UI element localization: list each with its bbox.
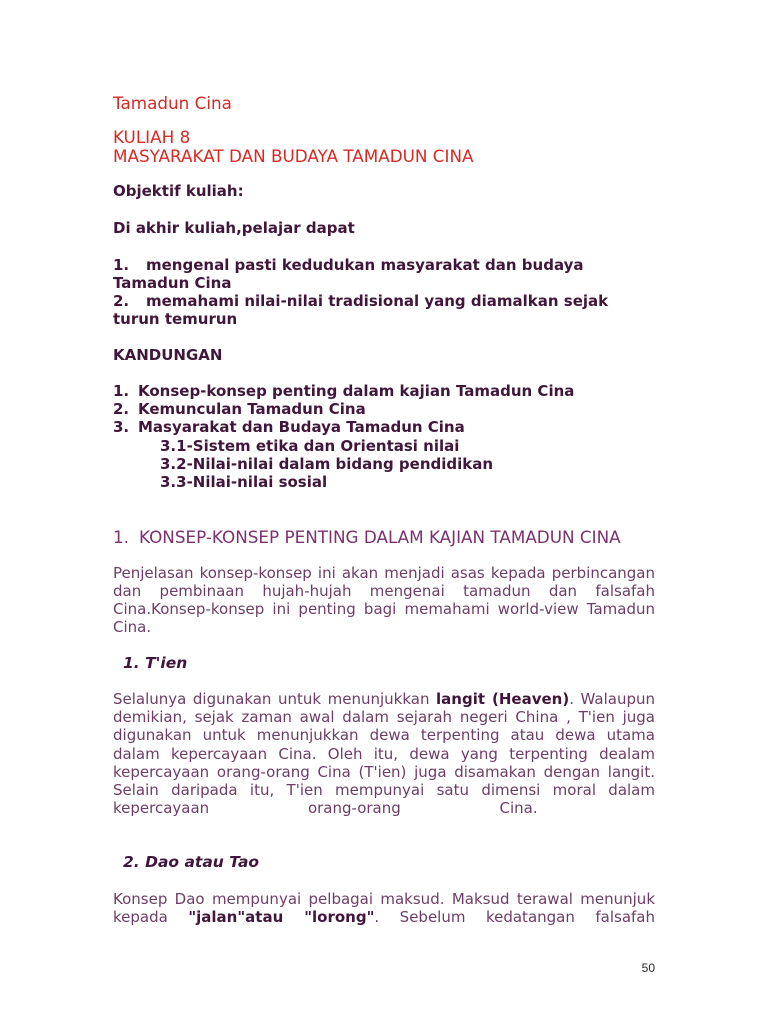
concept-number: 2. <box>123 853 140 871</box>
contents-item <box>113 382 655 400</box>
concept-title: Dao atau Tao <box>145 853 260 871</box>
page-number: 50 <box>641 961 655 975</box>
paragraph-line: kepercayaan orang-orang Cina. <box>113 799 538 818</box>
objective-line <box>113 256 655 274</box>
emphasis-text: "jalan"atau "lorong" <box>188 908 375 926</box>
concept-paragraph <box>113 890 655 926</box>
paragraph-line <box>113 690 655 708</box>
contents-subitem: 3.3-Nilai-nilai sosial <box>160 473 328 492</box>
section-intro-paragraph <box>113 564 655 636</box>
contents-item <box>113 418 655 436</box>
contents-text: Kemunculan Tamadun Cina <box>138 400 366 419</box>
lecture-title: MASYARAKAT DAN BUDAYA TAMADUN CINA <box>113 146 474 166</box>
paragraph-line: Konsep Dao mempunyai pelbagai maksud. Maksud terawal menunjuk <box>113 890 655 908</box>
contents-number: 3. <box>113 418 130 437</box>
objective-number: 2. <box>113 292 130 310</box>
objective-text: mengenal pasti kedudukan masyarakat dan budaya <box>146 256 584 274</box>
contents-number: 1. <box>113 382 130 400</box>
course-title: Tamadun Cina <box>113 93 232 113</box>
contents-item <box>113 400 655 418</box>
paragraph-line: Penjelasan konsep-konsep ini akan menjadi asas kepada perbincangan <box>113 564 655 582</box>
concept-number: 1. <box>123 654 140 672</box>
concept-paragraph <box>113 690 655 817</box>
contents-number: 2. <box>113 400 130 419</box>
concept-heading <box>123 853 665 871</box>
paragraph-text: Selalunya digunakan untuk menunjukkan <box>113 690 437 708</box>
objectives-intro: Di akhir kuliah,pelajar dapat <box>113 219 355 237</box>
objective-item <box>113 292 655 328</box>
contents-subitem: 3.2-Nilai-nilai dalam bidang pendidikan <box>160 454 494 473</box>
objective-line: Tamadun Cina <box>113 274 232 292</box>
concept-title: T'ien <box>145 654 188 672</box>
concept-heading <box>123 654 665 672</box>
emphasis-text: langit (Heaven) <box>436 690 570 708</box>
contents-subitem: 3.1-Sistem etika dan Orientasi nilai <box>160 436 460 455</box>
paragraph-line: Cina.Konsep-konsep ini penting bagi memahami world-view Tamadun <box>113 600 655 618</box>
objectives-list <box>113 256 655 328</box>
contents-list <box>113 382 655 491</box>
contents-text: Konsep-konsep penting dalam kajian Tamadun Cina <box>138 382 575 400</box>
paragraph-line: Selain daripada itu, T'ien mempunyai satu dimensi moral dalam <box>113 781 655 800</box>
lecture-number: KULIAH 8 <box>113 127 191 147</box>
contents-heading: KANDUNGAN <box>113 346 223 364</box>
paragraph-text: kepada <box>113 908 189 926</box>
paragraph-line: digunakan untuk menunjukkan dewa terpenting atau dewa utama <box>113 726 655 745</box>
paragraph-line: Cina. <box>113 618 152 636</box>
paragraph-line <box>113 908 655 926</box>
objectives-heading: Objektif kuliah: <box>113 182 244 200</box>
paragraph-line: dan pembinaan hujah-hujah mengenai tamadun dan falsafah <box>113 582 655 600</box>
objective-line <box>113 292 655 310</box>
objective-line: turun temurun <box>113 310 238 328</box>
contents-text: Masyarakat dan Budaya Tamadun Cina <box>138 418 465 437</box>
objective-item <box>113 256 655 292</box>
paragraph-line: dalam kepercayaan Cina. Oleh itu, dewa yang terpenting dealam <box>113 744 655 763</box>
paragraph-text: . Sebelum kedatangan falsafah <box>374 908 655 926</box>
section-title-text: KONSEP-KONSEP PENTING DALAM KAJIAN TAMADUN CINA <box>139 527 621 547</box>
paragraph-line: kepercayaan orang-orang Cina (T'ien) juga disamakan dengan langit. <box>113 762 655 781</box>
objective-text: memahami nilai-nilai tradisional yang diamalkan sejak <box>146 292 609 310</box>
paragraph-text: . Walaupun <box>569 690 655 708</box>
lecture-heading <box>113 128 655 166</box>
objective-number: 1. <box>113 256 130 274</box>
section-number: 1. <box>113 527 130 547</box>
paragraph-line: demikian, sejak zaman awal dalam sejarah negeri China , T'ien juga <box>113 708 655 727</box>
section-title <box>113 528 655 546</box>
